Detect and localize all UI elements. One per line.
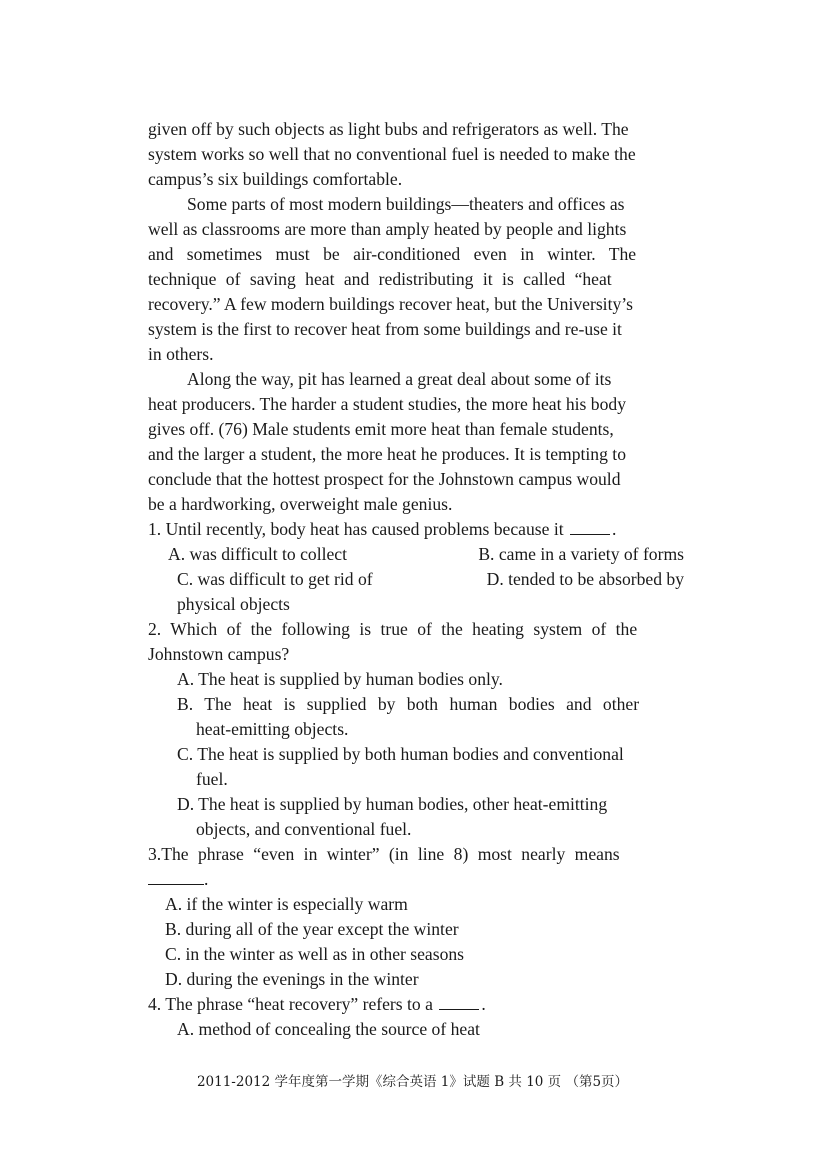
question-stem-continuation: Johnstown campus? bbox=[148, 644, 290, 664]
option-b-continuation: heat-emitting objects. bbox=[196, 719, 349, 739]
question-stem-continuation: . bbox=[148, 867, 684, 892]
question-stem: 2. Which of the following is true of the heating system of the bbox=[148, 619, 638, 639]
question-3 bbox=[148, 842, 684, 992]
option-d: D. The heat is supplied by human bodies, other heat-emitting bbox=[177, 794, 608, 814]
option-b: B. The heat is supplied by both human bodies and other bbox=[177, 694, 640, 714]
option-d-continuation: objects, and conventional fuel. bbox=[196, 819, 412, 839]
option-row bbox=[148, 542, 684, 567]
question-stem: 3.The phrase “even in winter” (in line 8) most nearly means bbox=[148, 844, 620, 864]
text-line: system is the first to recover heat from some buildings and re-use it bbox=[148, 319, 622, 339]
text-line: Along the way, pit has learned a great deal about some of its bbox=[187, 369, 612, 389]
option-d-continuation: physical objects bbox=[177, 594, 290, 614]
option-a: A. was difficult to collect bbox=[168, 544, 347, 564]
text-line: gives off. (76) Male students emit more heat than female students, bbox=[148, 419, 614, 439]
text-line: given off by such objects as light bubs and refrigerators as well. The bbox=[148, 119, 629, 139]
question-stem: 1. Until recently, body heat has caused problems because it . bbox=[148, 519, 617, 539]
question-stem: 4. The phrase “heat recovery” refers to a . bbox=[148, 994, 486, 1014]
option-c: C. The heat is supplied by both human bodies and conventional bbox=[177, 744, 624, 764]
option-row bbox=[148, 567, 684, 592]
option-b: B. during all of the year except the winter bbox=[165, 919, 459, 939]
passage-paragraph-3 bbox=[148, 367, 684, 517]
text-line: system works so well that no conventional fuel is needed to make the bbox=[148, 144, 636, 164]
text-line: recovery.” A few modern buildings recover heat, but the University’s bbox=[148, 294, 633, 314]
text-line: in others. bbox=[148, 344, 214, 364]
text-line: and the larger a student, the more heat he produces. It is tempting to bbox=[148, 444, 626, 464]
text-line: heat producers. The harder a student studies, the more heat his body bbox=[148, 394, 626, 414]
question-2 bbox=[148, 617, 684, 842]
text-line: be a hardworking, overweight male genius. bbox=[148, 494, 453, 514]
option-c: C. was difficult to get rid of bbox=[177, 569, 373, 589]
text-line: and sometimes must be air-conditioned even in winter. The bbox=[148, 244, 637, 264]
answer-blank[interactable] bbox=[439, 993, 479, 1010]
answer-blank[interactable] bbox=[148, 868, 204, 885]
option-a: A. if the winter is especially warm bbox=[165, 894, 408, 914]
option-d: D. tended to be absorbed by bbox=[486, 569, 684, 589]
option-c: C. in the winter as well as in other seasons bbox=[165, 944, 465, 964]
option-a: A. The heat is supplied by human bodies only. bbox=[177, 669, 503, 689]
answer-blank[interactable] bbox=[570, 518, 610, 535]
option-c-continuation: fuel. bbox=[196, 769, 228, 789]
option-b: B. came in a variety of forms bbox=[478, 544, 684, 564]
option-a: A. method of concealing the source of heat bbox=[177, 1019, 480, 1039]
text-line: Some parts of most modern buildings—theaters and offices as bbox=[187, 194, 625, 214]
text-line: well as classrooms are more than amply heated by people and lights bbox=[148, 219, 627, 239]
passage-paragraph-2 bbox=[148, 192, 684, 367]
text-line: technique of saving heat and redistributing it is called “heat bbox=[148, 269, 612, 289]
passage-paragraph-1 bbox=[148, 117, 684, 192]
option-d: D. during the evenings in the winter bbox=[165, 969, 419, 989]
question-1 bbox=[148, 517, 684, 617]
exam-page-content bbox=[148, 117, 684, 1042]
text-line: conclude that the hottest prospect for the Johnstown campus would bbox=[148, 469, 621, 489]
text-line: campus’s six buildings comfortable. bbox=[148, 169, 403, 189]
question-4 bbox=[148, 992, 684, 1042]
page-footer: 2011-2012 学年度第一学期《综合英语 1》试题 B 共 10 页 （第5页） bbox=[196, 1074, 629, 1090]
